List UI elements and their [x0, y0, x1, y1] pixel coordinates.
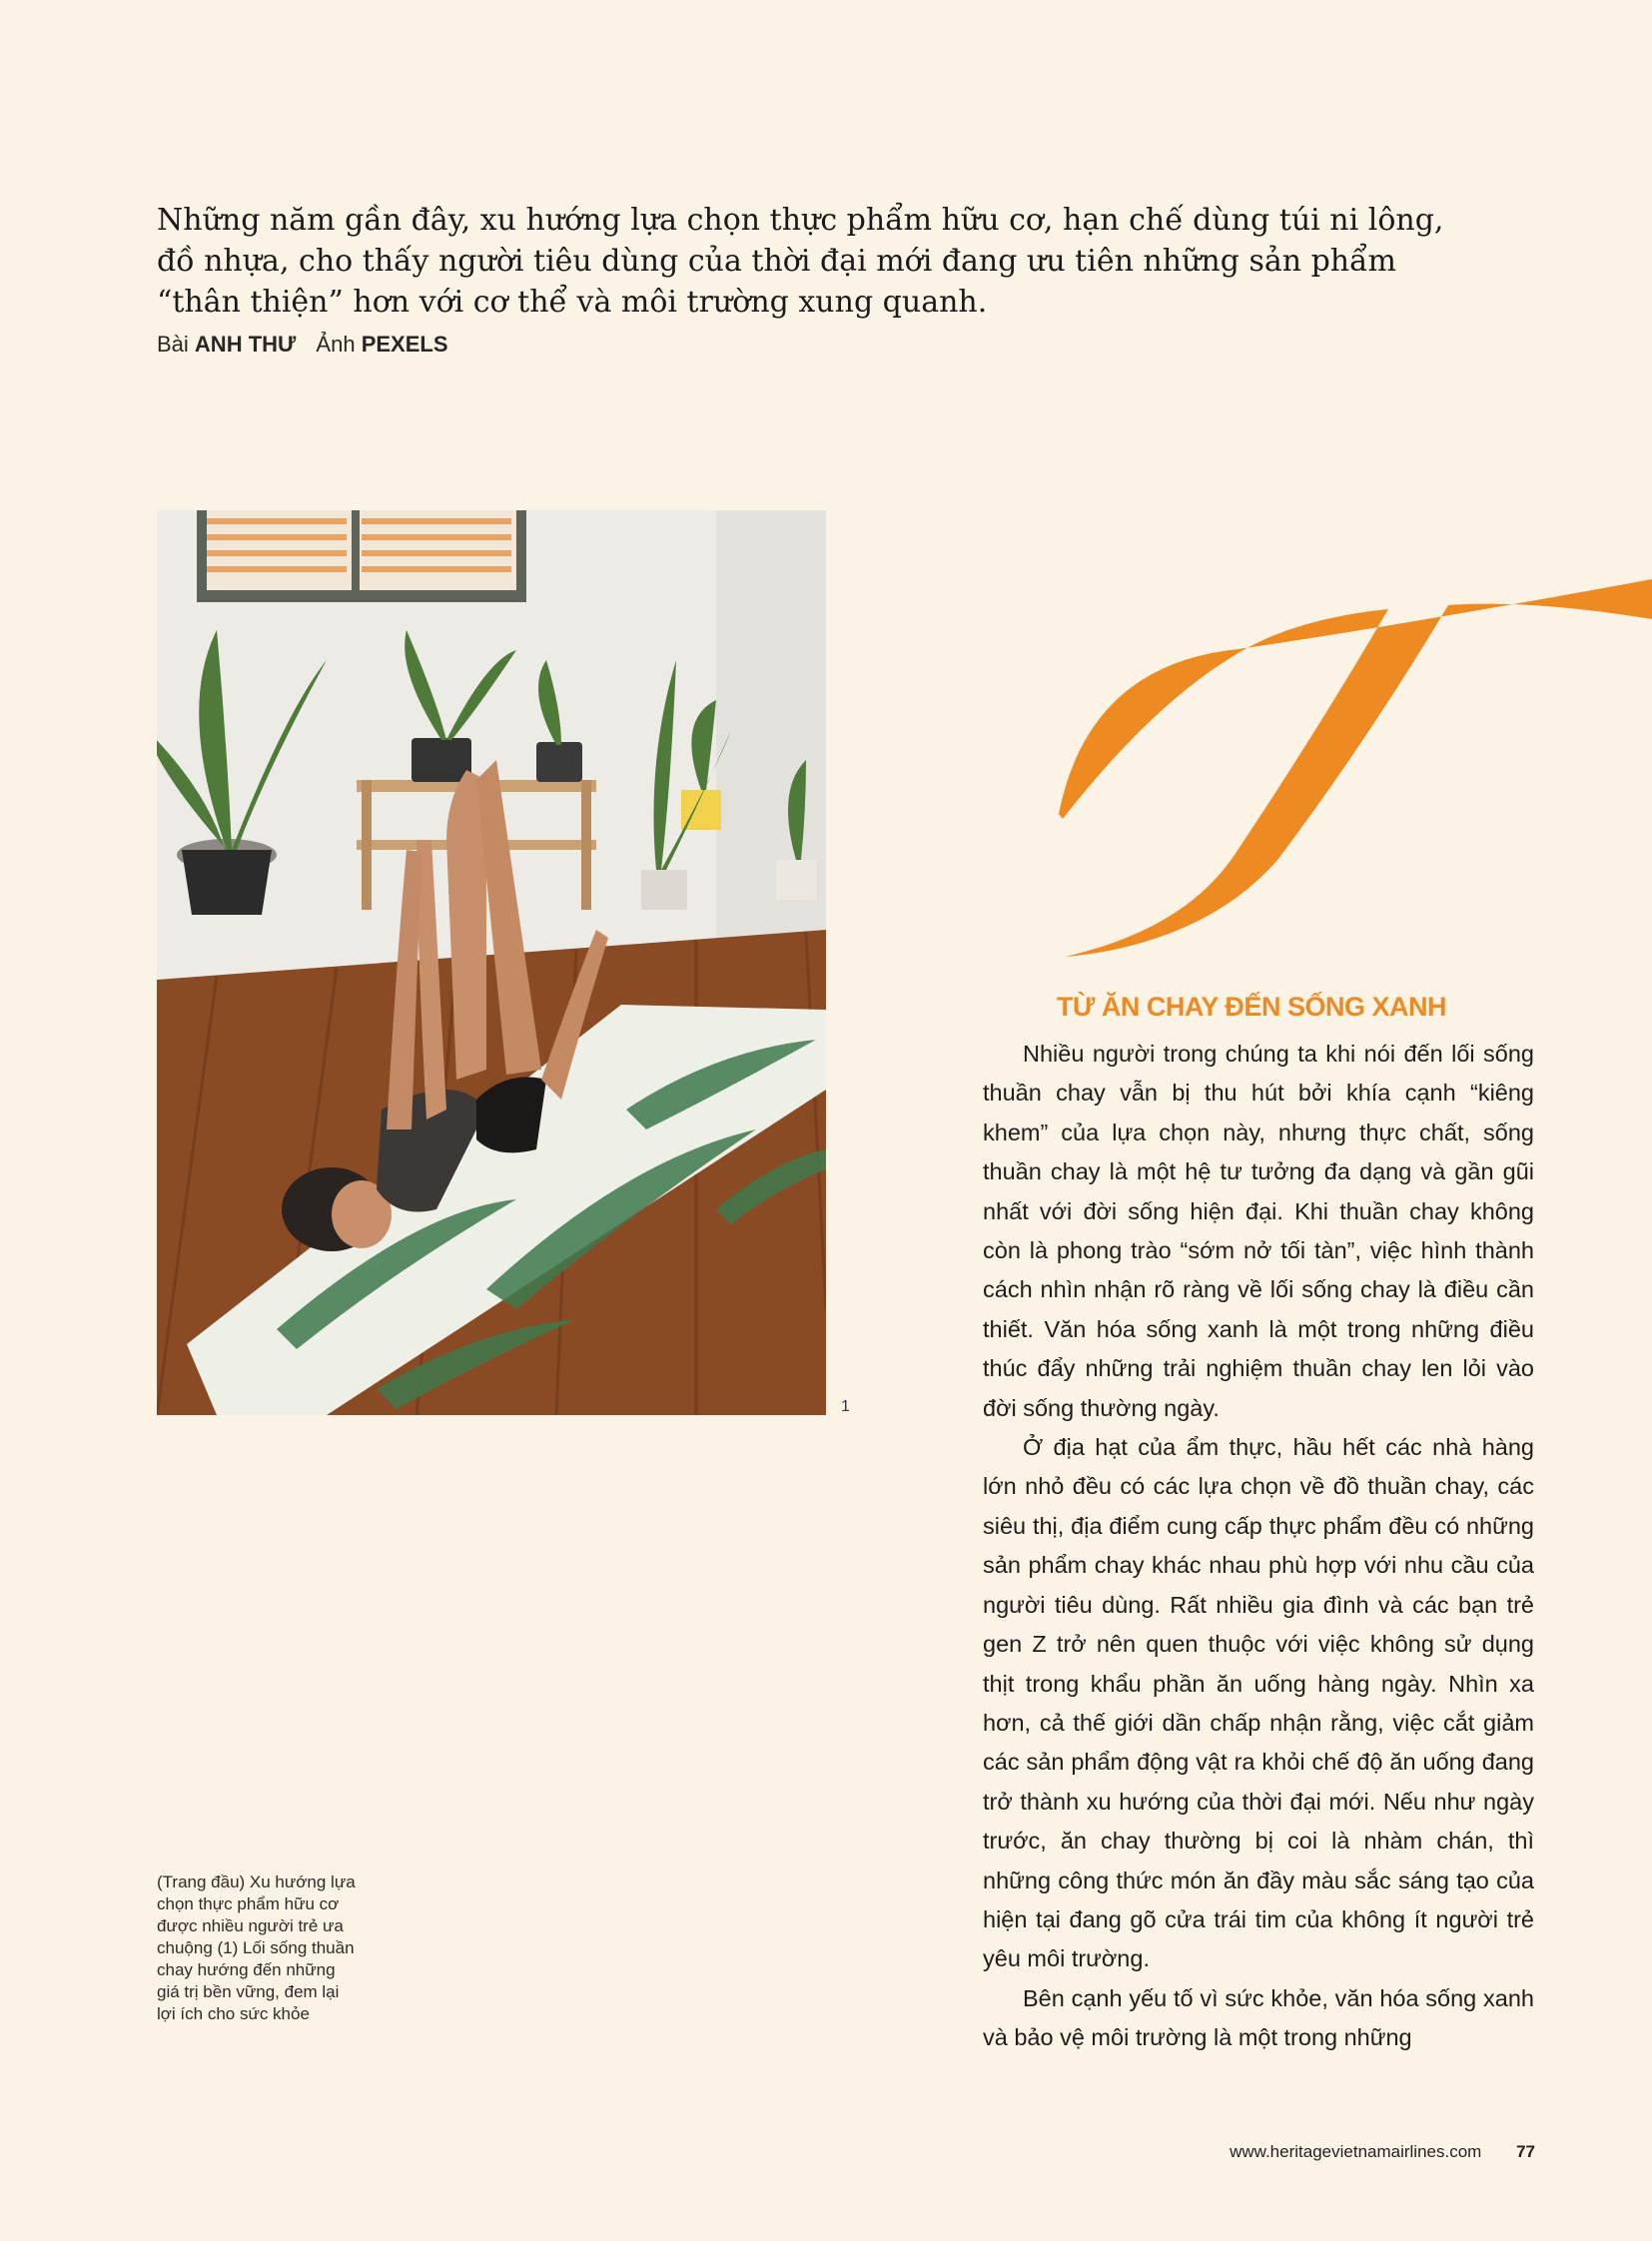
body-paragraph-2: Ở địa hạt của ẩm thực, hầu hết các nhà hàng lớn nhỏ đều có các lựa chọn về đồ thuần chay, các siêu thị, địa điểm cung cấp thực phẩm đều có những sản phẩm chay khác nhau phù hợp với nhu cầu của người tiêu dùng. Rất nhiều gia đình và các bạn trẻ gen Z trở nên quen thuộc với việc không sử dụng thịt trong khẩu phần ăn uống hàng ngày. Nhìn xa hơn, cả thế giới dần chấp nhận rằng, việc cắt giảm các sản phẩm động vật ra khỏi chế độ ăn uống đang trở thành xu hướng của thời đại mới. Nếu như ngày trước, ăn chay thường bị coi là nhàm chán, thì những công thức món ăn đầy màu sắc sáng tạo của hiện tại đang gõ cửa trái tim của không ít người trẻ yêu môi trường.: [983, 1434, 1534, 1972]
yoga-photo: [157, 510, 826, 1415]
section-heading: TỪ ĂN CHAY ĐẾN SỐNG XANH: [1057, 992, 1446, 1022]
photo-caption: (Trang đầu) Xu hướng lựa chọn thực phẩm hữu cơ được nhiều người trẻ ưa chuộng (1) Lối sống thuần chay hướng đến những giá trị bền vững, đem lại lợi ích cho sức khỏe: [157, 1872, 356, 2023]
article-lede: Những năm gần đây, xu hướng lựa chọn thực phẩm hữu cơ, hạn chế dùng túi ni lông, đồ nhựa, cho thấy người tiêu dùng của thời đại mới đang ưu tiên những sản phẩm “thân thiện” hơn với cơ thể và môi trường xung quanh.: [157, 203, 1444, 320]
article-credit: [157, 332, 448, 358]
photo-number: 1: [841, 1398, 850, 1415]
page-number: 77: [1516, 2142, 1535, 2161]
dropcap-t: [1029, 569, 1652, 969]
body-paragraph-1: Nhiều người trong chúng ta khi nói đến lối sống thuần chay vẫn bị thu hút bởi khía cạnh “kiêng khem” của lựa chọn này, nhưng thực chất, sống thuần chay là một hệ tư tưởng đa dạng và gần gũi nhất với đời sống hiện đại. Khi thuần chay không còn là phong trào “sớm nở tối tàn”, việc hình thành cách nhìn nhận rõ ràng về lối sống chay là điều cần thiết. Văn hóa sống xanh là một trong những điều thúc đẩy những trải nghiệm thuần chay len lỏi vào đời sống thường ngày.: [983, 1041, 1534, 1421]
credit-photo-prefix: Ảnh: [316, 332, 356, 357]
article-body: [983, 1035, 1534, 2058]
page-footer: [1230, 2142, 1535, 2162]
body-paragraph-3: Bên cạnh yếu tố vì sức khỏe, văn hóa sống xanh và bảo vệ môi trường là một trong những: [983, 1984, 1534, 2051]
credit-author: ANH THƯ: [194, 332, 297, 357]
yoga-illustration: [157, 510, 826, 1415]
credit-photographer: PEXELS: [361, 332, 448, 357]
credit-author-prefix: Bài: [157, 332, 189, 357]
footer-url[interactable]: www.heritagevietnamairlines.com: [1230, 2142, 1482, 2161]
